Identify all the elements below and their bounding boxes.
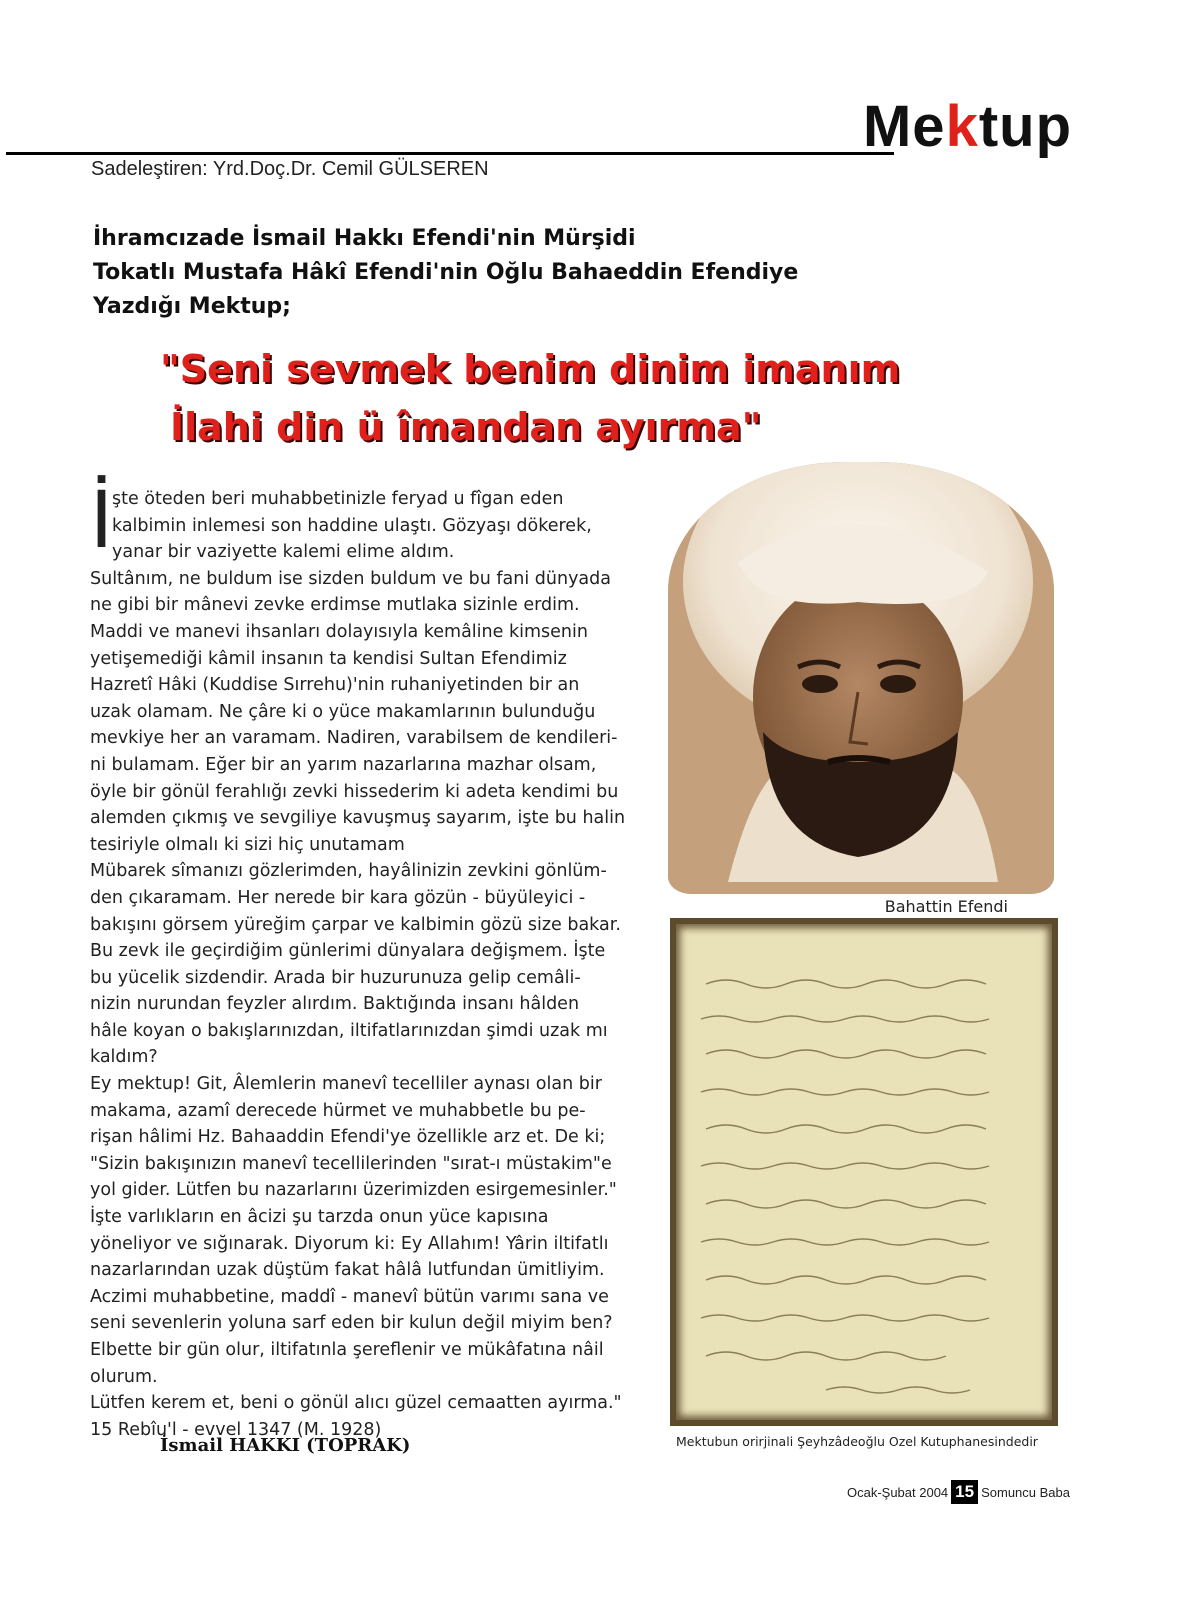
portrait-photo [668,462,1054,894]
portrait-illustration [668,462,1054,894]
manuscript-scribbles [676,924,1052,1420]
intro-line: Tokatlı Mustafa Hâkî Efendi'nin Oğlu Bahaeddin Efendiye [93,260,799,285]
body-line: kaldım? [90,1047,158,1068]
signature: İsmail HAKKI (TOPRAK) [160,1435,411,1456]
body-line: olurum. [90,1366,158,1387]
body-line: İşte varlıkların en âcizi şu tarzda onun yüce kapısına [90,1207,549,1228]
body-line: mevkiye her an varamam. Nadiren, varabilsem de kendileri- [90,728,618,749]
body-line: kalbimin inlemesi son haddine ulaştı. Gözyaşı dökerek, [112,515,592,536]
footer-issue: Ocak-Şubat 2004 [846,1484,949,1500]
body-line: den çıkaramam. Her nerede bir kara gözün - büyüleyici - [90,887,586,908]
body-line: Aczimi muhabbetine, maddî - manevî bütün varımı sana ve [90,1286,609,1307]
header-rule [6,152,894,155]
body-line: nizin nurundan feyzler alırdım. Baktığında insanı hâlden [90,994,580,1015]
body-line: ne gibi bir mânevi zevke erdimse mutlaka sizinle erdim. [90,595,580,616]
headline-line: İlahi din ü îmandan ayırma" [170,405,762,449]
body-line: Hazretî Hâki (Kuddise Sırrehu)'nin ruhaniyetinden bir an [90,675,580,696]
body-line: bu yücelik sizdendir. Arada bir huzurunuza gelip cemâli- [90,967,581,988]
body-line: ni bulamam. Eğer bir an yarım nazarlarına mazhar olsam, [90,754,597,775]
headline-quote [160,340,1020,456]
photo-caption: Bahattin Efendi [884,897,1008,916]
page-footer [847,1480,1070,1504]
body-line: alemden çıkmış ve sevgiliye kavuşmuş sayarım, işte bu halin [90,808,626,829]
body-line: makama, azamî derecede hürmet ve muhabbetle bu pe- [90,1100,586,1121]
body-line: "Sizin bakışınızın manevî tecellilerinden "sırat-ı müstakim"e [90,1153,612,1174]
body-line: nazarlarından uzak düştüm fakat hâlâ lutfundan ümitliyim. [90,1260,605,1281]
manuscript-image [676,924,1052,1420]
letter-body [90,476,670,1443]
body-line: Lütfen kerem et, beni o gönül alıcı güzel cemaatten ayırma." [90,1393,622,1414]
body-line: Maddi ve manevi ihsanları dolayısıyla kemâline kimsenin [90,621,588,642]
section-title: Mektup [862,94,1072,159]
intro-line: Yazdığı Mektup; [93,294,291,319]
body-line: şte öteden beri muhabbetinizle feryad u fîgan eden [112,489,564,509]
byline: Sadeleştiren: Yrd.Doç.Dr. Cemil GÜLSEREN [91,158,489,180]
body-line: hâle koyan o bakışlarınızdan, iltifatlarınızdan şimdi uzak mı [90,1020,608,1041]
footer-magazine: Somuncu Baba [981,1484,1070,1500]
drop-cap: İ [90,476,114,566]
body-line: Sultânım, ne buldum ise sizden buldum ve bu fani dünyada [90,568,611,589]
body-line: bakışını görsem yüreğim çarpar ve kalbimin gözü size bakar. [90,914,621,935]
body-line: yetişemediği kâmil insanın ta kendisi Sultan Efendimiz [90,648,567,669]
body-line: seni sevenlerin yoluna sarf eden bir kulun değil miyim ben? [90,1313,613,1334]
body-line: rişan hâlimi Hz. Bahaaddin Efendi'ye özellikle arz et. De ki; [90,1127,606,1148]
manuscript-caption: Mektubun orirjinali Şeyhzâdeoğlu Ozel Kutuphanesindedir [676,1434,1038,1449]
body-line: Mübarek sîmanızı gözlerimden, hayâlinizin zevkini gönlüm- [90,861,607,882]
page-number: 15 [951,1480,978,1504]
body-line: tesiriyle olmalı ki sizi hiç unutamam [90,834,405,855]
body-line: öyle bir gönül ferahlığı zevki hissederim ki adeta kendimi bu [90,781,619,802]
body-line: uzak olamam. Ne çâre ki o yüce makamlarının bulunduğu [90,701,596,722]
intro-heading [93,222,893,324]
body-line: Elbette bir gün olur, iltifatınla şereflenir ve mükâfatına nâil [90,1340,604,1360]
body-line: Ey mektup! Git, Âlemlerin manevî tecelliler aynası olan bir [90,1074,602,1095]
body-line: yol gider. Lütfen bu nazarlarını üzerimizden esirgemesinler." [90,1180,617,1201]
body-line: yanar bir vaziyette kalemi elime aldım. [112,542,455,563]
body-line: yöneliyor ve sığınarak. Diyorum ki: Ey Allahım! Yârin iltifatlı [90,1233,609,1254]
body-line: 15 Rebîu'l - evvel 1347 (M. 1928) [90,1419,382,1440]
body-line: Bu zevk ile geçirdiğim günlerimi dünyalara değişmem. İşte [90,941,606,962]
intro-line: İhramcızade İsmail Hakkı Efendi'nin Mürşidi [93,226,636,251]
headline-line: "Seni sevmek benim dinim imanım [160,347,901,391]
